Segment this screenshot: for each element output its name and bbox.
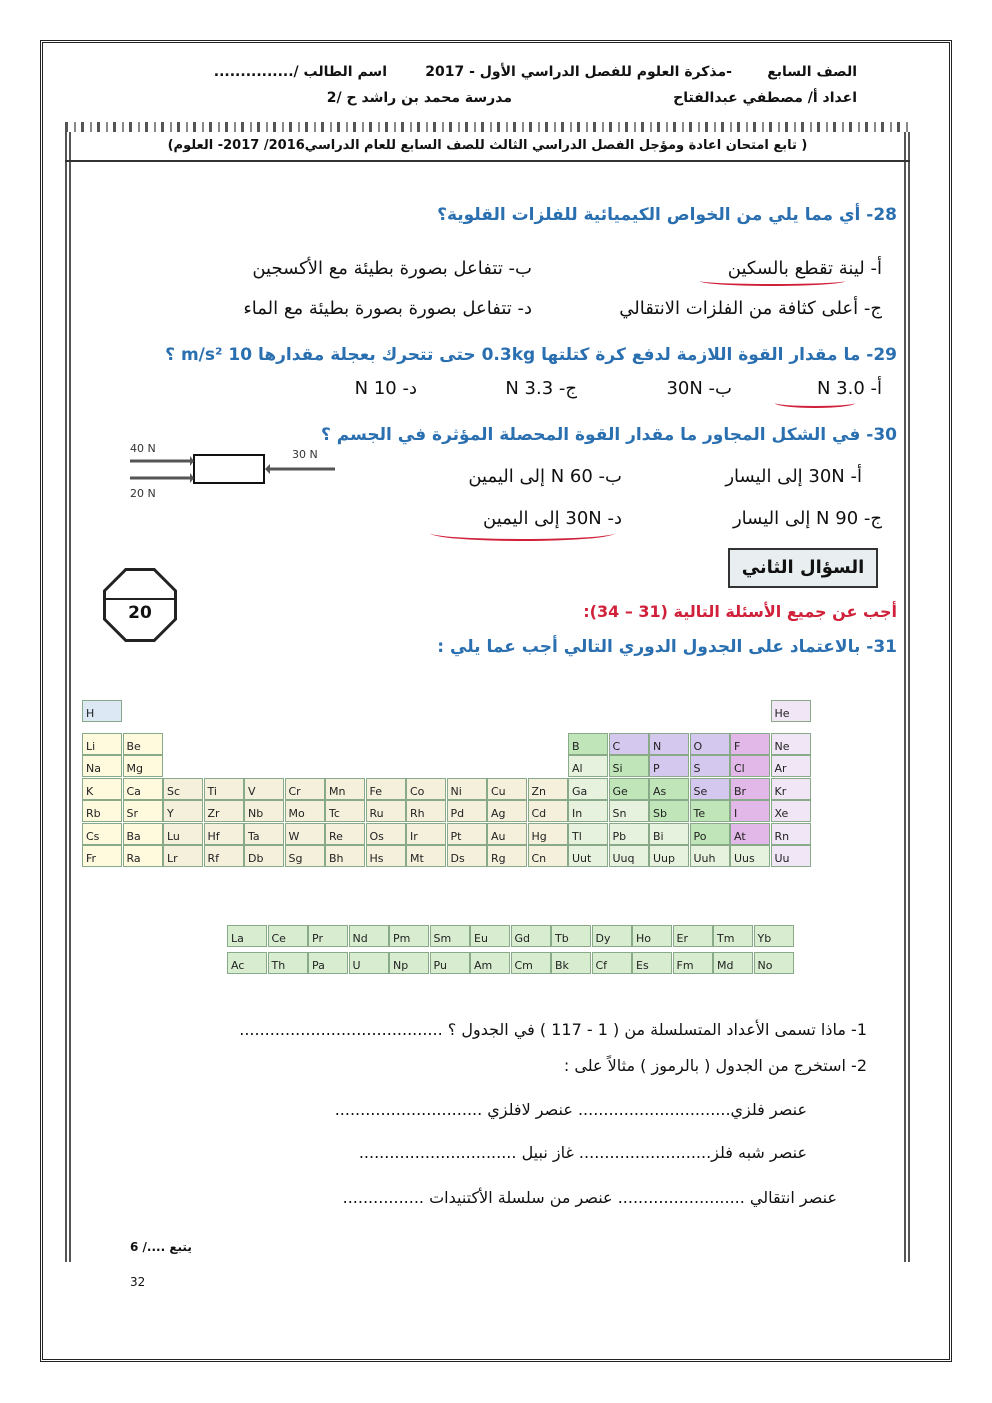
q29-option-d: د- 10 N: [354, 378, 417, 399]
element-cell: Kr: [771, 778, 811, 800]
element-cell: Eu: [470, 925, 510, 947]
element-cell: Ds: [447, 845, 487, 867]
element-cell: Co: [406, 778, 446, 800]
element-cell: Cm: [511, 952, 551, 974]
element-cell: Hg: [528, 823, 568, 845]
element-cell: Uuh: [690, 845, 730, 867]
element-cell: Nd: [349, 925, 389, 947]
student-name-field: اسم الطالب /...............: [213, 64, 387, 80]
element-cell: Ga: [568, 778, 608, 800]
element-cell: Hs: [366, 845, 406, 867]
element-cell: Np: [389, 952, 429, 974]
element-cell: Hf: [204, 823, 244, 845]
element-cell: Tc: [325, 800, 365, 822]
score-value: 20: [128, 603, 152, 623]
element-cell: Pb: [609, 823, 649, 845]
element-cell: F: [730, 733, 770, 755]
element-cell: Cr: [285, 778, 325, 800]
element-cell: Ra: [123, 845, 163, 867]
element-cell: K: [82, 778, 122, 800]
element-cell: Ba: [123, 823, 163, 845]
element-cell: Os: [366, 823, 406, 845]
element-cell: Md: [713, 952, 753, 974]
element-cell: Gd: [511, 925, 551, 947]
element-cell: Na: [82, 755, 122, 777]
element-cell: Ar: [771, 755, 811, 777]
element-cell: At: [730, 823, 770, 845]
element-cell: Te: [690, 800, 730, 822]
element-cell: Pr: [308, 925, 348, 947]
q29-option-c: ج- 3.3 N: [505, 378, 577, 399]
element-cell: B: [568, 733, 608, 755]
force-label-right: 30 N: [292, 448, 318, 461]
question-29: 29- ما مقدار القوة اللازمة لدفع كرة كتلتها 0.3kg حتى تتحرك بعجلة مقدارها 10 m/s² ؟: [165, 345, 897, 365]
force-label-top-left: 40 N: [130, 442, 156, 455]
element-cell: Uus: [730, 845, 770, 867]
prepared-by: اعداد أ/ مصطفي عبدالفتاح: [673, 90, 857, 106]
question-31: 31- بالاعتماد على الجدول الدوري التالي أجب عما يلي :: [437, 637, 897, 657]
element-cell: Uuq: [609, 845, 649, 867]
element-cell: Au: [487, 823, 527, 845]
element-cell: Pd: [447, 800, 487, 822]
element-cell: Ru: [366, 800, 406, 822]
element-cell: Sn: [609, 800, 649, 822]
element-cell: Be: [123, 733, 163, 755]
q30-option-b: ب- 60 N إلى اليمين: [468, 466, 622, 487]
element-cell: Mt: [406, 845, 446, 867]
element-cell: Xe: [771, 800, 811, 822]
q29-option-b: ب- 30N: [666, 378, 732, 399]
element-cell: Tm: [713, 925, 753, 947]
element-cell: In: [568, 800, 608, 822]
q28-option-d: د- تتفاعل بصورة بصورة بطيئة مع الماء: [243, 298, 532, 319]
element-cell: Mg: [123, 755, 163, 777]
q30-option-c: ج- 90 N إلى اليسار: [732, 508, 882, 529]
element-cell: Mo: [285, 800, 325, 822]
element-cell: Se: [690, 778, 730, 800]
element-cell: Zr: [204, 800, 244, 822]
sub-question-1: 1- ماذا تسمى الأعداد المتسلسلة من ( 1 - 117 ) في الجدول ؟ ........................................: [239, 1020, 867, 1039]
element-cell: Pu: [430, 952, 470, 974]
element-cell: C: [609, 733, 649, 755]
element-cell: Tb: [551, 925, 591, 947]
element-cell: Ni: [447, 778, 487, 800]
force-label-bottom-left: 20 N: [130, 487, 156, 500]
element-cell: Lr: [163, 845, 203, 867]
element-cell: O: [690, 733, 730, 755]
element-cell: Fm: [673, 952, 713, 974]
q30-option-d: د- 30N إلى اليمين: [483, 508, 622, 529]
question-28: 28- أي مما يلي من الخواص الكيميائية للفلزات القلوية؟: [437, 205, 897, 225]
element-cell: Uup: [649, 845, 689, 867]
element-cell: Li: [82, 733, 122, 755]
q30-option-a: أ- 30N إلى اليسار: [725, 466, 862, 487]
element-cell: N: [649, 733, 689, 755]
element-cell: Ca: [123, 778, 163, 800]
element-cell: Uut: [568, 845, 608, 867]
element-cell: Ge: [609, 778, 649, 800]
element-cell: Bk: [551, 952, 591, 974]
element-cell: No: [754, 952, 794, 974]
element-cell: Ir: [406, 823, 446, 845]
element-cell: Al: [568, 755, 608, 777]
element-cell: Tl: [568, 823, 608, 845]
element-cell: Y: [163, 800, 203, 822]
element-cell: Cf: [592, 952, 632, 974]
element-cell: Re: [325, 823, 365, 845]
element-cell: Po: [690, 823, 730, 845]
element-cell: S: [690, 755, 730, 777]
exam-title: ( تابع امتحان اعادة ومؤجل الفصل الدراسي الثالث للصف السابع للعام الدراسي2016/ 2017- العلوم): [65, 132, 910, 162]
element-cell: W: [285, 823, 325, 845]
element-cell: Ag: [487, 800, 527, 822]
element-cell: Yb: [754, 925, 794, 947]
element-cell: Th: [268, 952, 308, 974]
element-cell: Ho: [632, 925, 672, 947]
element-cell: Rb: [82, 800, 122, 822]
metal-nonmetal-line: عنصر فلزي.............................. عنصر لافلزي .............................: [334, 1100, 807, 1119]
section-instruction: أجب عن جميع الأسئلة التالية (31 – 34):: [583, 602, 897, 621]
element-cell: Ac: [227, 952, 267, 974]
element-cell: Bi: [649, 823, 689, 845]
force-diagram: [110, 445, 340, 495]
element-cell: Bh: [325, 845, 365, 867]
element-cell: Er: [673, 925, 713, 947]
element-cell: Ce: [268, 925, 308, 947]
element-cell: Ta: [244, 823, 284, 845]
q28-option-b: ب- تتفاعل بصورة بطيئة مع الأكسجين: [252, 258, 532, 279]
element-cell: Cu: [487, 778, 527, 800]
element-cell: Zn: [528, 778, 568, 800]
element-cell: Fr: [82, 845, 122, 867]
sub-question-2: 2- استخرج من الجدول ( بالرموز ) مثالاً على :: [563, 1056, 867, 1075]
element-cell: Cd: [528, 800, 568, 822]
element-cell: Sg: [285, 845, 325, 867]
element-cell: Mn: [325, 778, 365, 800]
element-cell: La: [227, 925, 267, 947]
answer-underline: [775, 398, 855, 408]
element-cell: Rn: [771, 823, 811, 845]
element-cell: Db: [244, 845, 284, 867]
question-30: 30- في الشكل المجاور ما مقدار القوة المحصلة المؤثرة في الجسم ؟: [321, 425, 897, 445]
q28-option-a: أ- لينة تقطع بالسكين: [727, 258, 882, 279]
answer-underline: [430, 525, 615, 541]
element-cell: Rf: [204, 845, 244, 867]
element-cell: Am: [470, 952, 510, 974]
element-cell: Br: [730, 778, 770, 800]
periodic-table: [82, 690, 812, 990]
metalloid-noble-line: عنصر شبه فلز.......................... غاز نبيل ...............................: [358, 1143, 807, 1162]
continue-note: يتبع ..../ 6: [130, 1240, 192, 1254]
element-cell: Uu: [771, 845, 811, 867]
section-title: السؤال الثاني: [728, 548, 878, 588]
element-cell: Ti: [204, 778, 244, 800]
element-cell: Pt: [447, 823, 487, 845]
element-cell: As: [649, 778, 689, 800]
element-cell: Cs: [82, 823, 122, 845]
element-cell: Rh: [406, 800, 446, 822]
answer-underline: [700, 276, 845, 286]
element-cell: Cl: [730, 755, 770, 777]
element-cell: Fe: [366, 778, 406, 800]
q28-option-c: ج- أعلى كثافة من الفلزات الانتقالي: [619, 298, 882, 319]
element-cell: Ne: [771, 733, 811, 755]
transition-actinide-line: عنصر انتقالي ......................... عنصر من سلسلة الأكتنيدات ................: [342, 1188, 837, 1207]
element-cell: He: [771, 700, 811, 722]
element-cell: Sr: [123, 800, 163, 822]
element-cell: U: [349, 952, 389, 974]
decorative-border: [65, 122, 910, 132]
element-cell: Pm: [389, 925, 429, 947]
element-cell: Sb: [649, 800, 689, 822]
element-cell: Lu: [163, 823, 203, 845]
memo-title: -مذكرة العلوم للفصل الدراسي الأول - 2017: [425, 64, 732, 80]
element-cell: Sm: [430, 925, 470, 947]
element-cell: Pa: [308, 952, 348, 974]
element-cell: H: [82, 700, 122, 722]
grade-label: الصف السابع: [767, 64, 857, 80]
element-cell: Cn: [528, 845, 568, 867]
element-cell: Si: [609, 755, 649, 777]
q29-option-a: أ- 3.0 N: [816, 378, 882, 399]
element-cell: V: [244, 778, 284, 800]
element-cell: Dy: [592, 925, 632, 947]
element-cell: Rg: [487, 845, 527, 867]
element-cell: P: [649, 755, 689, 777]
element-cell: Es: [632, 952, 672, 974]
element-cell: I: [730, 800, 770, 822]
element-cell: Sc: [163, 778, 203, 800]
page-number: 32: [130, 1275, 146, 1289]
element-cell: Nb: [244, 800, 284, 822]
school-name: مدرسة محمد بن راشد ح /2: [326, 90, 512, 106]
